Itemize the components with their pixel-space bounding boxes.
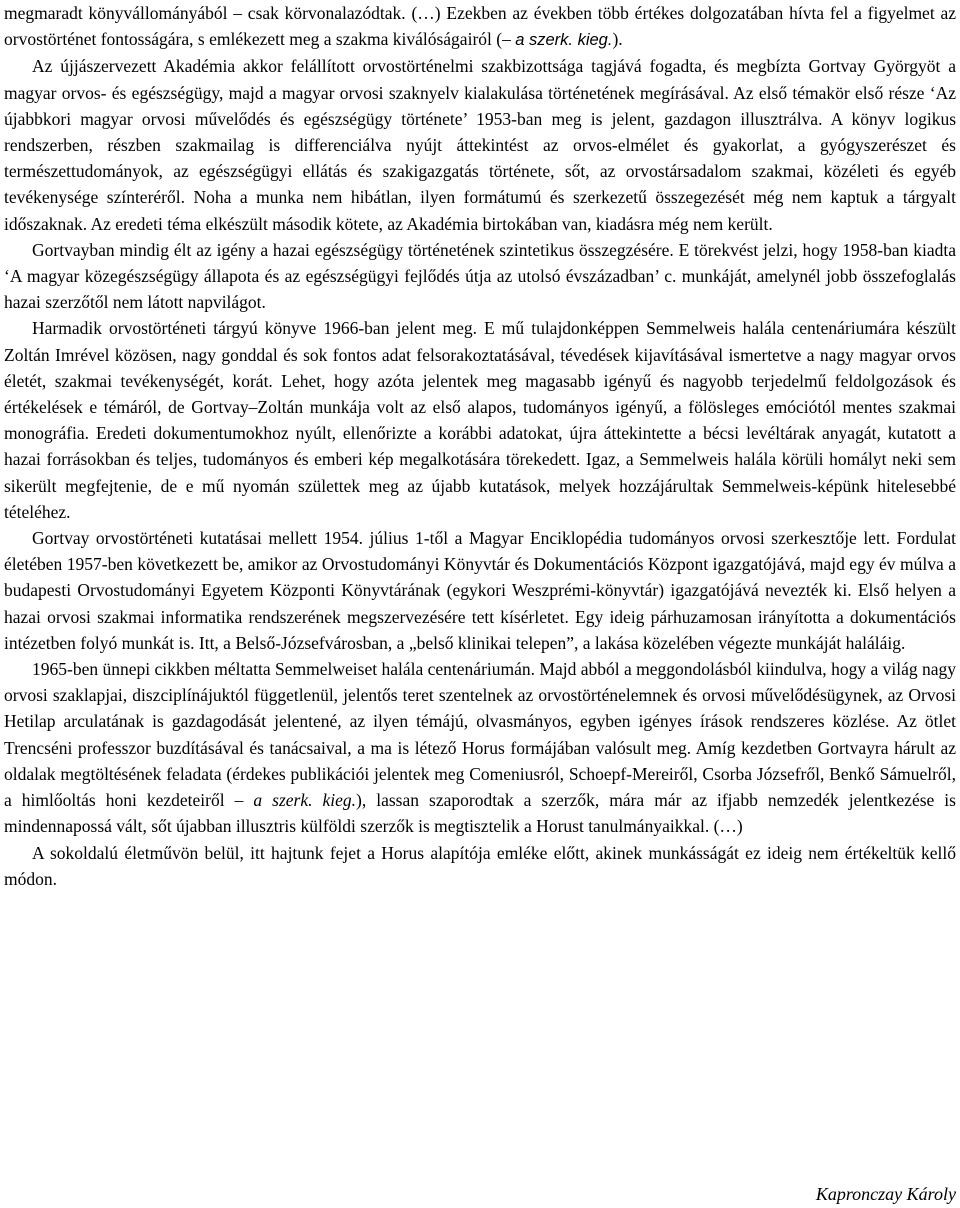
paragraph-2 (4, 53, 956, 236)
text-segment: Az újjászervezett Akadémia akkor felállított orvostörténelmi szakbizottsága tagjává fogadta, és megbízta Gortvay Györgyöt a magyar orvos- és egészségügy, majd a magyar orvosi szaknyelv kialakulása történetének megírásával. Az első témakör első része ‘Az újabbkori magyar orvosi művelődés és egészségügy története’ 1953-ban meg is jelent, gazdagon illusztrálva. A könyv logikus rendszerben, részben szakmailag is differenciálva nyújt áttekintést az orvos-elmélet és gyakorlat, a gyógyszerészet és természettudományok, az egészségügyi ellátás és szakigazgatás története, sőt, az orvostársadalom szakmai, közéleti és egyéb tevékenysége színteréről. Noha a munka nem hibátlan, ilyen formátumú és szerkezetű összegezését még nem kaptuk a tárgyalt időszaknak. Az eredeti téma elkészült második kötete, az Akadémia birtokában van, kiadásra még nem került. (4, 56, 956, 234)
text-segment: Gortvayban mindig élt az igény a hazai egészségügy történetének szintetikus összegzésére. E törekvést jelzi, hogy 1958-ban kiadta ‘A magyar közegészségügy állapota és az egészségügyi fejlődés útja az utolsó évszázadban’ c. munkáját, amelynél jobb összefoglalás hazai szerzőtől nem látott napvilágot. (4, 239, 956, 313)
text-segment: A sokoldalú életművön belül, itt hajtunk fejet a Horus alapítója emléke előtt, akinek munkásságát ez ideig nem értékeltük kellő módon. (4, 842, 956, 889)
editor-note: a szerk. kieg. (515, 31, 613, 50)
text-segment: megmaradt könyvállományából – csak körvonalazódtak. (…) Ezekben az években több értékes dolgozatában hívta fel a figyelmet az orvostörténet fontosságára, s emlékezett meg a szakma kiválóságairól (– (4, 3, 956, 50)
text-segment: Gortvay orvostörténeti kutatásai mellett 1954. július 1-től a Magyar Enciklopédia tudományos orvosi szerkesztője lett. Fordulat életében 1957-ben következett be, amikor az Orvostudományi Könyvtár és Dokumentációs Központ igazgatójává, majd egy év múlva a budapesti Orvostudományi Egyetem Központi Könyvtárának (egykori Weszprémi-könyvtár) igazgatójává nevezték ki. Első helyen a hazai orvosi szakmai informatika rendszerének megszervezésére tett kísérletet. Egy ideig párhuzamosan irányította a dokumentációs intézetben folyó munkát is. Itt, a Belső-Józsefvárosban, a „belső klinikai telepen”, a lakása közelében végezte munkáját haláláig. (4, 528, 956, 653)
paragraph-6 (4, 656, 956, 839)
document-body (4, 0, 956, 892)
paragraph-5 (4, 525, 956, 656)
text-segment: 1965-ben ünnepi cikkben méltatta Semmelweiset halála centenáriumán. Majd abból a meggondolásból kiindulva, hogy a világ nagy orvosi szaklapjai, diszciplínájuktól függetlenül, jelentős teret szentelnek az orvostörténelemnek és orvosi művelődésügynek, az Orvosi Hetilap arculatának is gazdagodását jelentené, az ilyen témájú, olvasmányos, egyben igényes írások rendszeres közlése. Az ötlet Trencséni professzor buzdításával és tanácsaival, a ma is létező Horus formájában valósult meg. Amíg kezdetben Gortvayra hárult az oldalak megtöltésének feladata (érdekes publikációi jelentek meg Comeniusról, Schoepf-Mereiről, Csorba Józsefről, Benkő Sámuelről, a himlőoltás honi kezdeteiről – (4, 659, 956, 811)
text-segment: ). (612, 29, 623, 50)
text-segment: ), lassan szaporodtak a szerzők, mára már az ifjabb nemzedék jelentkezése is mindennapossá vált, sőt újabban illusztris külföldi szerzők is megtisztelik a Horust tanulmányaikkal. (…) (4, 790, 956, 837)
paragraph-3 (4, 237, 956, 316)
paragraph-1 (4, 0, 956, 53)
paragraph-4 (4, 315, 956, 525)
paragraph-7 (4, 840, 956, 892)
author-signature: Kapronczay Károly (815, 1184, 956, 1204)
text-segment: Harmadik orvostörténeti tárgyú könyve 1966-ban jelent meg. E mű tulajdonképpen Semmelweis halála centenáriumára készült Zoltán Imrével közösen, nagy gonddal és sok fontos adat felsorakoztatásával, tévedések kijavításával ismertetve a nagy magyar orvos életét, szakmai tevékenységét, korát. Lehet, hogy azóta jelentek meg magasabb igényű és nagyobb terjedelmű feldolgozások és értékelések e témáról, de Gortvay–Zoltán munkája volt az első alapos, tudományos igényű, a fölösleges emóciótól mentes szakmai monográfia. Eredeti dokumentumokhoz nyúlt, ellenőrizte a korábbi adatokat, újra áttekintette a bécsi levéltárak anyagát, kutatott a hazai forrásokban és teljes, tudományos és emberi kép megalkotására törekedett. Igaz, a Semmelweis halála körüli homályt neki sem sikerült megfejtenie, de e mű nyomán születtek meg az újabb kutatások, melyek hozzájárultak Semmelweis-képünk hitelesebbé tételéhez. (4, 318, 956, 522)
editor-note: a szerk. kieg. (253, 790, 357, 811)
